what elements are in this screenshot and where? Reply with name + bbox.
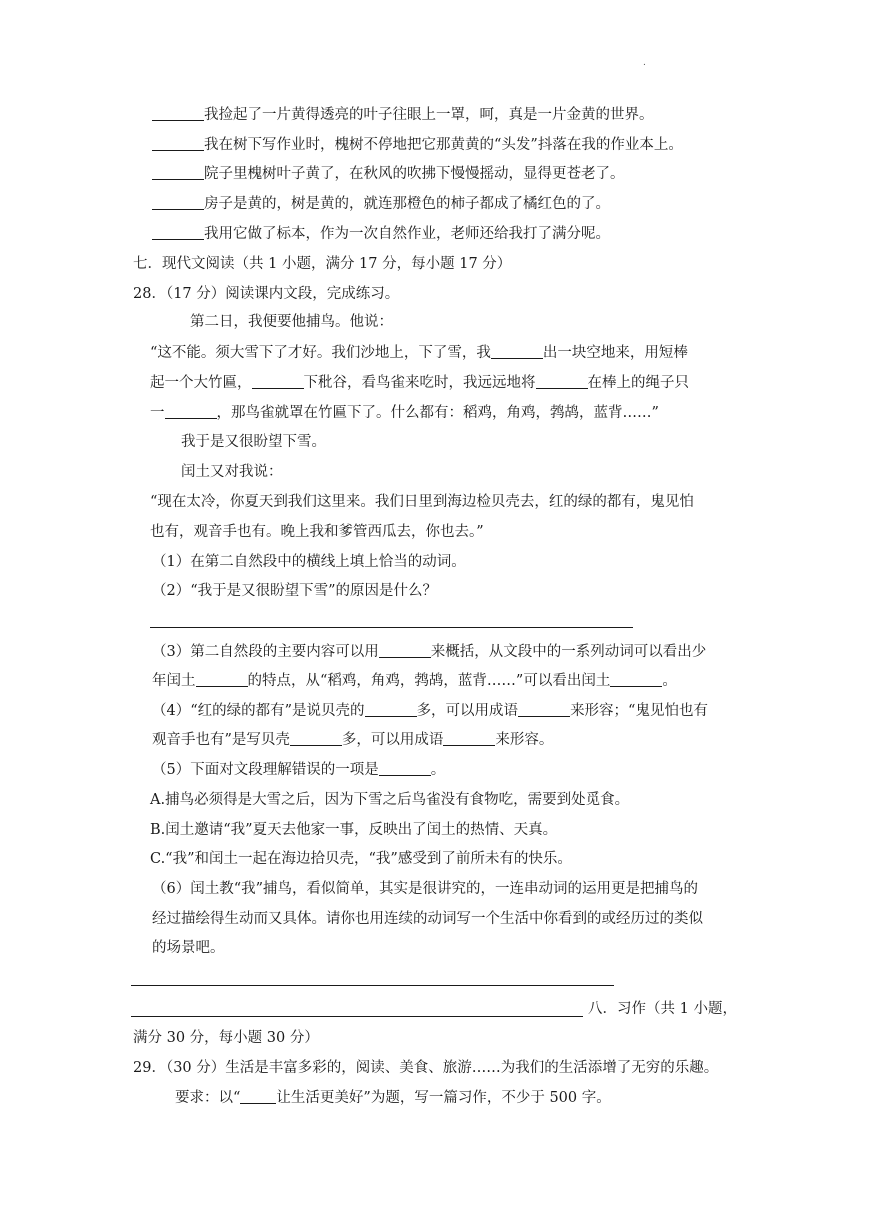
passage-text: ，那鸟雀就罩在竹匾下了。什么都有：稻鸡，角鸡，鹁鸪，蓝背……” [216, 405, 659, 421]
question-text: 来形容；“鬼见怕也有 [570, 703, 708, 719]
passage-paragraph-4: 闰土又对我说： [181, 464, 283, 480]
sentence-1 [152, 106, 654, 124]
sentence-text: 我在树下写作业时，槐树不停地把它那黄黄的“头发”抖落在我的作业本上。 [204, 137, 683, 153]
question-6-line-2: 经过描绘得生动而又具体。请你也用连续的动词写一个生活中你看到的或经历过的类似 [152, 911, 703, 927]
answer-line[interactable] [131, 985, 614, 986]
option-b: B.闰土邀请“我”夏天去他家一事，反映出了闰土的热情、天真。 [150, 822, 558, 838]
answer-blank[interactable] [152, 136, 204, 151]
answer-blank[interactable] [518, 702, 570, 717]
option-a: A.捕鸟必须得是大雪之后，因为下雪之后鸟雀没有食物吃，需要到处觅食。 [150, 792, 630, 808]
question-4-line-2 [152, 731, 553, 749]
answer-blank[interactable] [152, 195, 204, 210]
answer-blank[interactable] [152, 165, 204, 180]
question-4-line-1 [152, 702, 708, 720]
writing-requirement [175, 1089, 611, 1107]
question-text: 观音手也有”是写贝壳 [152, 732, 290, 748]
question-text: （5）下面对文段理解错误的一项是 [152, 762, 379, 778]
passage-text: 在棒上的绳子只 [587, 375, 689, 391]
question-5 [152, 761, 445, 779]
question-text: 。 [662, 673, 677, 689]
passage-paragraph-5-line-2: 也有，观音手也有。晚上我和爹管西瓜去，你也去。” [150, 524, 484, 540]
sentence-2 [152, 136, 683, 154]
question-28-intro: 28．（17 分）阅读课内文段，完成练习。 [133, 286, 400, 302]
question-text: 年闰土 [152, 673, 196, 689]
answer-blank[interactable] [165, 404, 217, 419]
answer-blank[interactable] [379, 643, 431, 658]
question-3-line-2 [152, 672, 677, 690]
answer-blank[interactable] [379, 761, 431, 776]
sentence-text: 我捡起了一片黄得透亮的叶子往眼上一罩，呵，真是一片金黄的世界。 [204, 107, 654, 123]
question-text: 来概括，从文段中的一系列动词可以看出少 [430, 644, 707, 660]
passage-text: 出一块空地来，用短棒 [542, 345, 688, 361]
title-blank[interactable] [240, 1089, 276, 1104]
question-6-line-1: （6）闰土教“我”捕鸟，看似简单，其实是很讲究的，一连串动词的运用更是把捕鸟的 [152, 881, 699, 897]
answer-blank[interactable] [610, 672, 662, 687]
question-text: （3）第二自然段的主要内容可以用 [152, 644, 379, 660]
question-text: （4）“红的绿的都有”是说贝壳的 [152, 703, 365, 719]
option-c: C.“我”和闰土一起在海边拾贝壳，“我”感受到了前所未有的快乐。 [150, 851, 572, 867]
header-dot: . [643, 58, 646, 68]
question-6-line-3: 的场景吧。 [152, 940, 225, 956]
passage-paragraph-3: 我于是又很盼望下雪。 [181, 434, 326, 450]
question-2: （2）“我于是又很盼望下雪”的原因是什么？ [152, 583, 438, 599]
answer-blank[interactable] [152, 225, 204, 240]
question-text: 多，可以用成语 [341, 732, 444, 748]
section-heading-8-cont: 满分 30 分，每小题 30 分） [133, 1030, 319, 1046]
answer-blank[interactable] [536, 374, 588, 389]
passage-text: 一 [150, 405, 165, 421]
question-3-line-1 [152, 643, 706, 661]
passage-paragraph-2-line-1 [150, 344, 688, 362]
question-text: 。 [430, 762, 446, 778]
passage-text: 起一个大竹匾， [150, 375, 252, 391]
answer-blank[interactable] [290, 731, 342, 746]
passage-paragraph-1: 第二日，我便要他捕鸟。他说： [190, 314, 393, 330]
question-1: （1）在第二自然段中的横线上填上恰当的动词。 [152, 554, 466, 570]
answer-line[interactable] [131, 1016, 583, 1017]
requirement-text: 让生活更美好”为题，写一篇习作，不少于 500 字。 [276, 1090, 611, 1106]
section-heading: 七．现代文阅读（共 1 小题，满分 17 分，每小题 17 分） [133, 256, 512, 272]
passage-text: 下秕谷，看鸟雀来吃时，我远远地将 [303, 375, 536, 391]
answer-blank[interactable] [252, 374, 304, 389]
sentence-text: 房子是黄的，树是黄的，就连那橙色的柿子都成了橘红色的了。 [204, 196, 610, 212]
answer-blank[interactable] [365, 702, 417, 717]
sentence-text: 我用它做了标本，作为一次自然作业，老师还给我打了满分呢。 [204, 226, 610, 242]
sentence-4 [152, 195, 610, 213]
question-text: 多，可以用成语 [416, 703, 519, 719]
passage-paragraph-2-line-2 [150, 374, 689, 392]
answer-blank[interactable] [196, 672, 248, 687]
answer-blank[interactable] [443, 731, 495, 746]
passage-text: “这不能。须大雪下了才好。我们沙地上，下了雪，我 [150, 345, 491, 361]
section-heading-8: 八．习作（共 1 小题， [588, 1001, 737, 1017]
sentence-text: 院子里槐树叶子黄了，在秋风的吹拂下慢慢摇动，显得更苍老了。 [204, 166, 625, 182]
requirement-text: 要求：以“ [175, 1090, 241, 1106]
answer-line[interactable] [150, 627, 633, 628]
sentence-3 [152, 165, 625, 183]
sentence-5 [152, 225, 610, 243]
question-text: 的特点，从“稻鸡，角鸡，鹁鸪，蓝背……”可以看出闰土 [247, 673, 611, 689]
passage-paragraph-5-line-1: “现在太冷，你夏天到我们这里来。我们日里到海边检贝壳去，红的绿的都有，鬼见怕 [150, 494, 694, 510]
passage-paragraph-2-line-3 [150, 404, 659, 422]
question-text: 来形容。 [495, 732, 554, 748]
answer-blank[interactable] [491, 344, 543, 359]
answer-blank[interactable] [152, 106, 204, 121]
question-29: 29．（30 分）生活是丰富多彩的，阅读、美食、旅游……为我们的生活添增了无穷的乐趣。 [133, 1060, 719, 1076]
